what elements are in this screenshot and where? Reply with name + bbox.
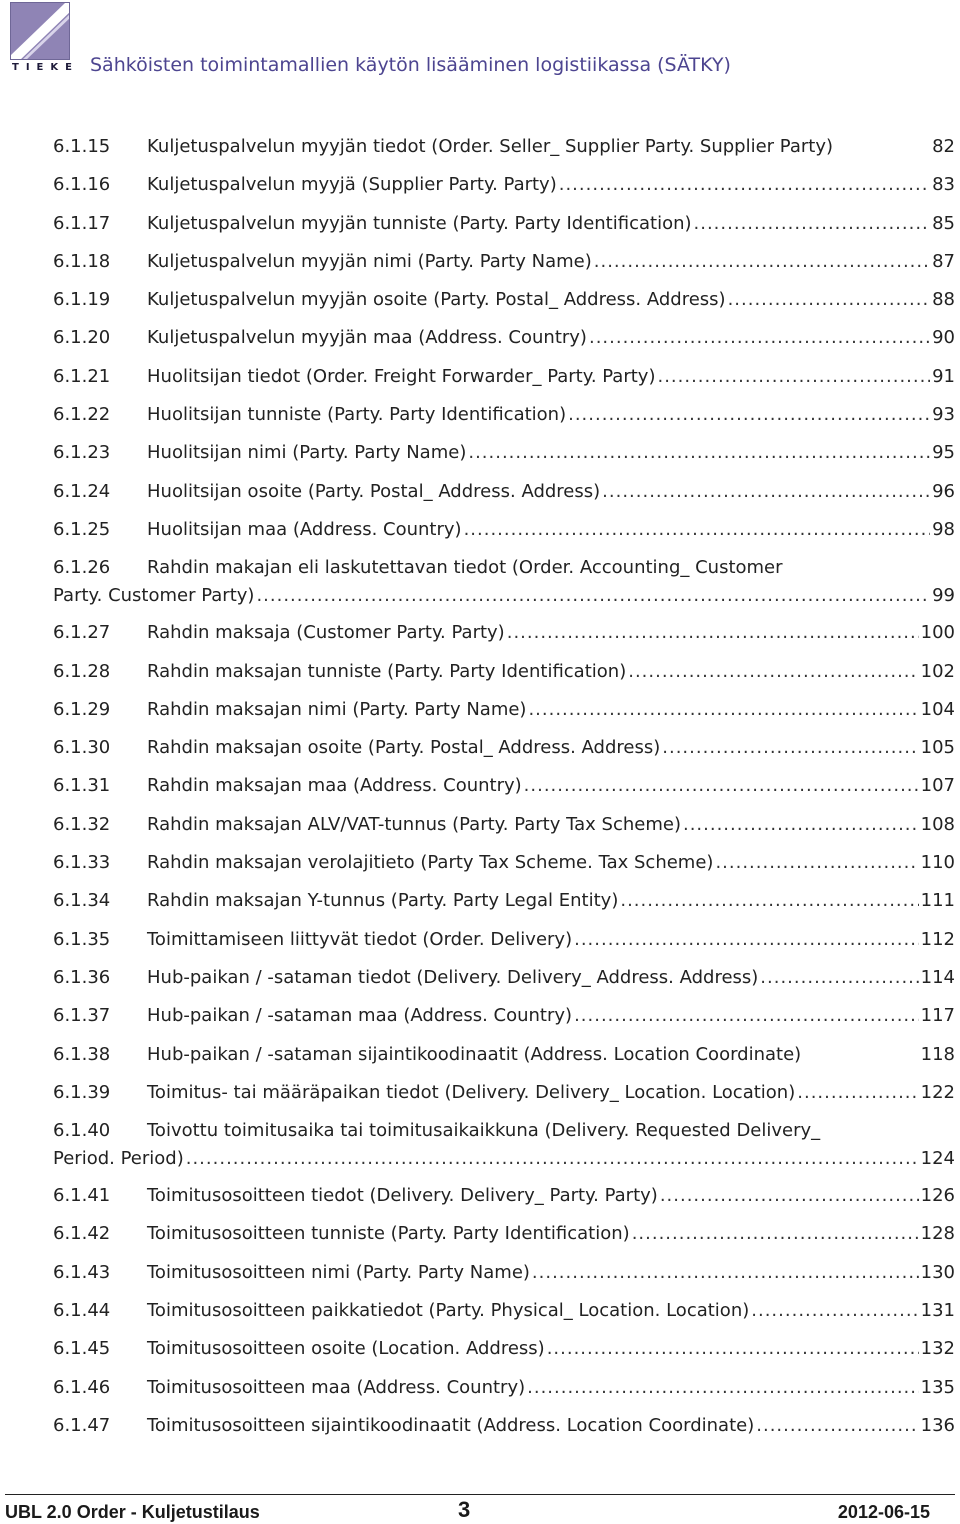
toc-entry[interactable] [53,1220,955,1258]
toc-entry-page: 107 [920,775,955,797]
page-header [0,0,960,90]
toc-entry-title: Huolitsijan osoite (Party. Postal_ Address. Address) [147,480,601,502]
toc-entry-title: Kuljetuspalvelun myyjän tunniste (Party. Party Identification) [147,212,692,234]
toc-entry[interactable] [53,1335,955,1373]
toc-dot-leader [797,1079,918,1107]
toc-dot-leader [574,1002,919,1030]
toc-entry-title: Toimitusosoitteen nimi (Party. Party Name) [147,1261,530,1283]
footer-document-name: UBL 2.0 Order - Kuljetustilaus [5,1502,260,1522]
toc-entry-title: Rahdin maksajan nimi (Party. Party Name) [147,698,527,720]
toc-entry-number: 6.1.19 [53,289,111,311]
toc-entry[interactable] [53,171,955,209]
toc-entry-number: 6.1.23 [53,442,111,464]
toc-entry-number: 6.1.33 [53,852,111,874]
toc-entry-title: Toimitusosoitteen sijaintikoodinaatit (Address. Location Coordinate) [147,1414,755,1436]
toc-entry-title: Kuljetuspalvelun myyjän nimi (Party. Party Name) [147,250,592,272]
toc-dot-leader [620,887,918,915]
toc-dot-leader [632,1220,919,1248]
toc-dot-leader [524,772,919,800]
toc-dot-leader [715,849,918,877]
toc-entry-number: 6.1.36 [53,966,111,988]
toc-entry[interactable] [53,478,955,516]
toc-entry-page: 105 [920,737,955,759]
toc-entry-page: 96 [932,480,955,502]
toc-entry-title: Kuljetuspalvelun myyjä (Supplier Party. Party) [147,174,557,196]
toc-entry-number: 6.1.15 [53,136,111,157]
toc-dot-leader [756,1412,918,1440]
toc-entry-page: 104 [920,698,955,720]
toc-entry-number: 6.1.30 [53,737,111,759]
toc-entry-title: Hub-paikan / -sataman tiedot (Delivery. Delivery_ Address. Address) [147,966,759,988]
document-title: Sähköisten toimintamallien käytön lisääminen logistiikassa (SÄTKY) [90,54,731,76]
toc-entry-title: Kuljetuspalvelun myyjän maa (Address. Country) [147,327,587,349]
toc-dot-leader [589,324,930,352]
toc-entry-number: 6.1.21 [53,365,111,387]
toc-entry[interactable] [53,248,955,286]
toc-entry-page: 93 [932,404,955,426]
toc-entry[interactable] [53,324,955,362]
toc-entry-page: 122 [920,1081,955,1103]
toc-entry-number: 6.1.31 [53,775,111,797]
toc-entry-page: 90 [932,327,955,349]
toc-dot-leader [760,964,918,992]
toc-dot-leader [528,696,918,724]
toc-dot-leader [683,811,919,839]
toc-entry-title: Toimitusosoitteen tunniste (Party. Party Identification) [147,1223,630,1245]
toc-entry-page: 98 [932,518,955,540]
toc-entry-title: Hub-paikan / -sataman sijaintikoodinaatit (Address. Location Coordinate) [147,1043,802,1065]
toc-entry-title: Hub-paikan / -sataman maa (Address. Country) [147,1005,573,1027]
toc-entry-number: 6.1.18 [53,250,111,272]
toc-entry-number: 6.1.34 [53,890,111,912]
toc-entry[interactable] [53,772,955,810]
toc-entry-number: 6.1.40 [53,1120,111,1142]
toc-entry-number: 6.1.28 [53,660,111,682]
toc-entry-page: 136 [920,1414,955,1436]
toc-dot-leader [662,734,918,762]
toc-entry-page: 91 [932,365,955,387]
toc-entry-page: 88 [932,289,955,311]
toc-dot-leader [507,619,919,647]
toc-entry-number: 6.1.43 [53,1261,111,1283]
toc-entry-title: Rahdin makajan eli laskutettavan tiedot (Order. Accounting_ Customer [147,557,783,579]
toc-entry-number: 6.1.27 [53,622,111,644]
toc-entry-title: Toimitusosoitteen tiedot (Delivery. Delivery_ Party. Party) [147,1185,658,1207]
toc-entry-page: 131 [920,1300,955,1322]
toc-entry-title: Kuljetuspalvelun myyjän osoite (Party. Postal_ Address. Address) [147,289,726,311]
toc-entry[interactable] [53,1182,955,1220]
toc-entry[interactable] [53,1079,955,1117]
toc-entry[interactable] [53,734,955,772]
toc-entry-title: Huolitsijan maa (Address. Country) [147,518,462,540]
toc-entry[interactable] [53,849,955,887]
toc-entry[interactable] [53,619,955,657]
toc-entry-number: 6.1.32 [53,813,111,835]
toc-entry-title: Toimitus- tai määräpaikan tiedot (Delivery. Delivery_ Location. Location) [147,1081,796,1103]
toc-entry-page: 112 [920,928,955,950]
toc-entry[interactable] [53,363,955,401]
toc-entry-page: 102 [920,660,955,682]
toc-entry-page: 85 [932,212,955,234]
logo-wordmark: TIEKE [12,62,79,73]
toc-entry-page: 128 [920,1223,955,1245]
toc-dot-leader [728,286,931,314]
toc-entry-number: 6.1.37 [53,1005,111,1027]
toc-entry[interactable] [53,1412,955,1450]
toc-dot-leader [186,1145,919,1173]
table-of-contents [53,133,955,1450]
toc-dot-leader [256,582,930,610]
footer-date: 2012-06-15 [837,1502,930,1522]
toc-dot-leader [464,516,931,544]
toc-dot-leader [660,1182,919,1210]
toc-entry-title: Rahdin maksajan osoite (Party. Postal_ Address. Address) [147,737,661,759]
toc-entry-page: 111 [920,890,955,912]
toc-entry[interactable] [53,516,955,554]
toc-dot-leader [547,1335,919,1363]
toc-entry-page: 132 [920,1338,955,1360]
toc-entry-title: Rahdin maksaja (Customer Party. Party) [147,622,505,644]
toc-entry-number: 6.1.29 [53,698,111,720]
toc-entry-page: 130 [920,1261,955,1283]
toc-entry-title: Huolitsijan tunniste (Party. Party Identification) [147,404,567,426]
page-footer [0,1494,960,1524]
toc-entry[interactable] [53,964,955,1002]
toc-entry-page: 135 [920,1376,955,1398]
toc-entry-number: 6.1.17 [53,212,111,234]
tieke-logo [8,2,79,74]
toc-entry-title: Toivottu toimitusaika tai toimitusaikaikkuna (Delivery. Requested Delivery_ [147,1120,821,1142]
toc-entry-title: Huolitsijan tiedot (Order. Freight Forwarder_ Party. Party) [147,365,656,387]
toc-entry-number: 6.1.38 [53,1043,111,1065]
toc-entry-title: Rahdin maksajan Y-tunnus (Party. Party Legal Entity) [147,890,619,912]
toc-entry-number: 6.1.45 [53,1338,111,1360]
toc-entry[interactable] [53,1117,955,1182]
toc-entry-page: 110 [920,852,955,874]
toc-dot-leader [602,478,930,506]
toc-entry-title: Rahdin maksajan tunniste (Party. Party Identification) [147,660,627,682]
toc-entry-number: 6.1.24 [53,480,111,502]
toc-entry-title: Toimittamiseen liittyvät tiedot (Order. Delivery) [147,928,573,950]
toc-dot-leader [594,248,930,276]
toc-dot-leader [468,439,930,467]
toc-entry-number: 6.1.41 [53,1185,111,1207]
toc-entry[interactable] [53,658,955,696]
toc-entry[interactable] [53,210,955,248]
toc-entry-number: 6.1.26 [53,557,111,579]
toc-entry-number: 6.1.20 [53,327,111,349]
toc-entry-page: 95 [932,442,955,464]
toc-dot-leader [532,1259,919,1287]
toc-entry-page: 82 [932,136,955,157]
toc-entry-page: 117 [920,1005,955,1027]
toc-entry-page: 87 [932,250,955,272]
toc-entry-page: 100 [920,622,955,644]
toc-entry-title: Kuljetuspalvelun myyjän tiedot (Order. Seller_ Supplier Party. Supplier Party) [147,136,834,157]
toc-entry[interactable] [53,554,955,619]
footer-divider [5,1494,955,1495]
toc-entry-number: 6.1.42 [53,1223,111,1245]
toc-entry-number: 6.1.47 [53,1414,111,1436]
toc-entry[interactable] [53,1041,955,1079]
toc-entry-number: 6.1.35 [53,928,111,950]
toc-dot-leader [527,1374,919,1402]
toc-entry[interactable] [53,1259,955,1297]
toc-entry-page: 124 [920,1148,955,1170]
logo-mark [10,2,70,60]
toc-entry-page: 114 [920,966,955,988]
toc-entry-title: Huolitsijan nimi (Party. Party Name) [147,442,467,464]
toc-entry[interactable] [53,696,955,734]
toc-entry-title-continued: Period. Period) [53,1148,184,1170]
toc-entry-page: 108 [920,813,955,835]
toc-entry-page: 83 [932,174,955,196]
toc-entry-number: 6.1.22 [53,404,111,426]
toc-entry-title: Rahdin maksajan verolajitieto (Party Tax Scheme. Tax Scheme) [147,852,714,874]
toc-entry[interactable] [53,811,955,849]
toc-entry[interactable] [53,439,955,477]
toc-entry[interactable] [53,286,955,324]
toc-entry-page: 99 [932,585,955,607]
toc-entry-number: 6.1.44 [53,1300,111,1322]
toc-entry-title: Rahdin maksajan maa (Address. Country) [147,775,522,797]
toc-entry[interactable] [53,1374,955,1412]
logo-diagonal-icon [11,3,70,60]
toc-entry-title: Toimitusosoitteen paikkatiedot (Party. Physical_ Location. Location) [147,1300,750,1322]
toc-dot-leader [694,210,931,238]
toc-entry-page: 118 [920,1043,955,1065]
toc-dot-leader [751,1297,918,1325]
toc-dot-leader [657,363,930,391]
toc-entry[interactable] [53,401,955,439]
footer-page-number: 3 [458,1497,471,1522]
toc-entry-title-continued: Party. Customer Party) [53,585,255,607]
toc-entry-title: Rahdin maksajan ALV/VAT-tunnus (Party. Party Tax Scheme) [147,813,681,835]
toc-entry-number: 6.1.46 [53,1376,111,1398]
toc-dot-leader [628,658,918,686]
toc-entry-number: 6.1.16 [53,174,111,196]
toc-dot-leader [568,401,930,429]
toc-entry-number: 6.1.25 [53,518,111,540]
toc-entry[interactable] [53,887,955,925]
toc-dot-leader [574,926,919,954]
toc-dot-leader [559,171,930,199]
toc-entry[interactable] [53,1297,955,1335]
toc-entry-page: 126 [920,1185,955,1207]
toc-entry-number: 6.1.39 [53,1081,111,1103]
toc-entry[interactable] [53,926,955,964]
toc-entry[interactable] [53,1002,955,1040]
toc-entry-title: Toimitusosoitteen osoite (Location. Address) [147,1338,545,1360]
toc-entry[interactable] [53,133,955,171]
toc-entry-title: Toimitusosoitteen maa (Address. Country) [147,1376,526,1398]
